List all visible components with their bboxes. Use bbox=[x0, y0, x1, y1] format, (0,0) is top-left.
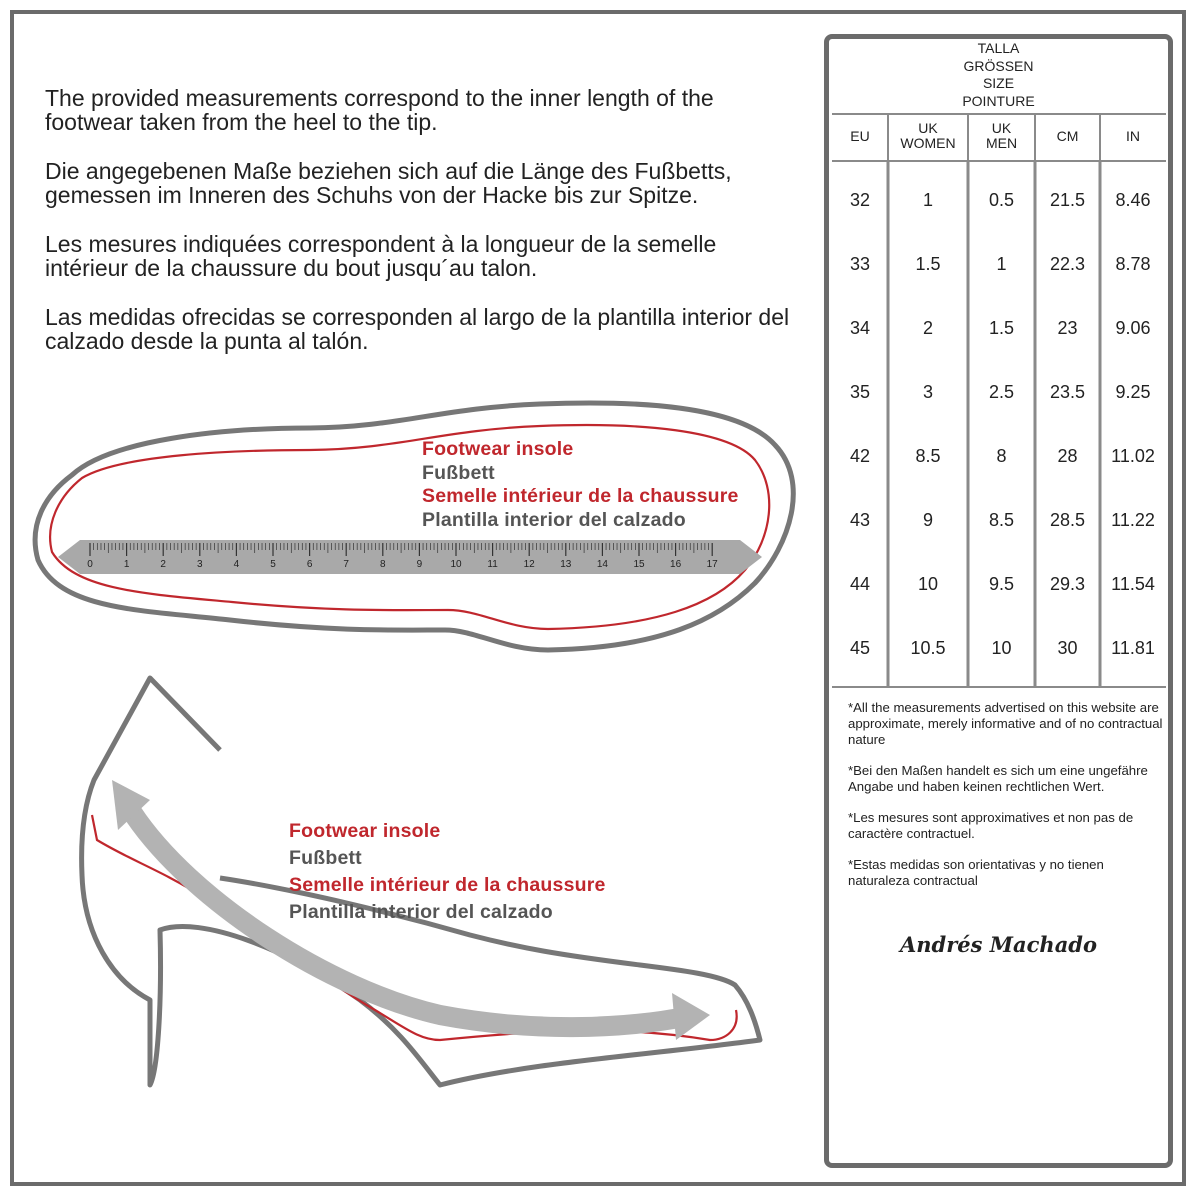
size-cell-uk-women: 3 bbox=[922, 382, 933, 402]
size-cell-uk-men: 2.5 bbox=[988, 382, 1015, 402]
column-header-in: IN bbox=[1126, 128, 1140, 144]
size-cell-eu: 45 bbox=[849, 638, 871, 658]
size-cell-uk-women: 8.5 bbox=[915, 446, 941, 466]
ruler-tick-label: 8 bbox=[380, 559, 386, 570]
ruler-tick-label: 3 bbox=[197, 559, 203, 570]
label-en: Footwear insole bbox=[289, 820, 441, 842]
brand-logo: Andrés Machado bbox=[899, 932, 1097, 957]
size-cell-in: 8.78 bbox=[1115, 254, 1151, 274]
size-cell-uk-men: 0.5 bbox=[988, 190, 1015, 210]
size-cell-eu: 43 bbox=[849, 510, 871, 530]
size-cell-in: 11.22 bbox=[1111, 510, 1155, 530]
ruler-tick-label: 9 bbox=[416, 559, 423, 570]
label-en: Footwear insole bbox=[422, 438, 574, 460]
label-es: Plantilla interior del calzado bbox=[422, 508, 686, 531]
ruler-tick-label: 16 bbox=[670, 559, 682, 570]
intro-en: The provided measurements correspond to the inner length of the footwear taken from the heel to the tip. bbox=[45, 85, 714, 135]
note-fr: *Les mesures sont approximatives et non pas de caractère contractuel. bbox=[848, 810, 1134, 841]
label-fr: Semelle intérieur de la chaussure bbox=[422, 485, 739, 507]
size-cell-cm: 30 bbox=[1057, 638, 1078, 658]
ruler-tick-label: 12 bbox=[523, 559, 535, 570]
size-cell-eu: 35 bbox=[849, 382, 871, 402]
size-cell-cm: 23 bbox=[1057, 318, 1078, 338]
title-es: TALLA bbox=[977, 40, 1020, 56]
ruler-tick-label: 0 bbox=[87, 559, 93, 570]
column-header-uk-men: UK MEN bbox=[985, 120, 1018, 151]
size-cell-eu: 44 bbox=[849, 574, 871, 594]
size-cell-in: 9.06 bbox=[1115, 318, 1151, 338]
ruler-tick-label: 11 bbox=[487, 559, 498, 570]
size-cell-uk-women: 10 bbox=[917, 574, 939, 594]
size-cell-eu: 33 bbox=[849, 254, 871, 274]
size-cell-in: 11.02 bbox=[1111, 446, 1155, 466]
size-cell-uk-men: 1 bbox=[996, 254, 1007, 274]
column-header-eu: EU bbox=[850, 128, 870, 144]
ruler-tick-label: 4 bbox=[233, 559, 240, 570]
ruler-tick-label: 17 bbox=[706, 559, 718, 570]
size-cell-cm: 21.5 bbox=[1049, 190, 1086, 210]
note-de: *Bei den Maßen handelt es sich um eine ungefähre Angabe und haben keinen rechtlichen Wert. bbox=[848, 763, 1148, 794]
size-cell-uk-men: 9.5 bbox=[988, 574, 1015, 594]
intro-es: Las medidas ofrecidas se corresponden al largo de la plantilla interior del calzado desde la punta al talón. bbox=[45, 304, 790, 354]
disclaimer-notes bbox=[848, 700, 1166, 904]
size-cell-uk-women: 2 bbox=[922, 318, 933, 338]
intro-fr: Les mesures indiquées correspondent à la longueur de la semelle intérieur de la chaussure du bout jusqu´au talon. bbox=[45, 231, 717, 281]
title-de: GRÖSSEN bbox=[963, 57, 1034, 74]
ruler-tick-label: 14 bbox=[596, 559, 608, 570]
ruler-tick-label: 7 bbox=[343, 559, 349, 570]
size-cell-cm: 29.3 bbox=[1049, 574, 1086, 594]
label-fr: Semelle intérieur de la chaussure bbox=[289, 874, 606, 896]
column-header-cm: CM bbox=[1056, 128, 1079, 144]
ruler-tick-label: 15 bbox=[633, 559, 645, 570]
note-en: *All the measurements advertised on this website are approximate, merely informative and of no contractual nature bbox=[848, 700, 1163, 747]
size-cell-uk-men: 1.5 bbox=[988, 318, 1015, 338]
size-cell-cm: 28 bbox=[1057, 446, 1078, 466]
size-cell-eu: 34 bbox=[849, 318, 871, 338]
size-cell-cm: 28.5 bbox=[1049, 510, 1086, 530]
ruler-tick-label: 10 bbox=[450, 559, 462, 570]
size-cell-uk-men: 8.5 bbox=[988, 510, 1015, 530]
column-header-uk-women: UK WOMEN bbox=[900, 120, 956, 151]
size-cell-in: 8.46 bbox=[1115, 190, 1151, 210]
size-cell-uk-women: 1 bbox=[922, 190, 933, 210]
size-cell-eu: 42 bbox=[849, 446, 871, 466]
size-cell-cm: 23.5 bbox=[1049, 382, 1086, 402]
size-cell-uk-women: 10.5 bbox=[910, 638, 946, 658]
title-en: SIZE bbox=[982, 75, 1015, 91]
size-table-title bbox=[824, 40, 1173, 110]
ruler-tick-label: 13 bbox=[560, 559, 572, 570]
label-de: Fußbett bbox=[289, 847, 362, 869]
title-fr: POINTURE bbox=[962, 92, 1035, 109]
size-cell-in: 11.81 bbox=[1111, 638, 1155, 658]
intro-de: Die angegebenen Maße beziehen sich auf die Länge des Fußbetts, gemessen im Inneren des Schuhs von der Hacke bis zur Spitze. bbox=[45, 158, 732, 208]
ruler-tick-label: 2 bbox=[160, 559, 166, 570]
size-cell-in: 11.54 bbox=[1111, 574, 1155, 594]
ruler-tick-label: 5 bbox=[270, 559, 276, 570]
label-de: Fußbett bbox=[422, 461, 495, 484]
label-es: Plantilla interior del calzado bbox=[289, 901, 553, 923]
size-cell-uk-men: 10 bbox=[991, 638, 1012, 658]
size-cell-uk-women: 9 bbox=[922, 510, 933, 530]
size-cell-uk-women: 1.5 bbox=[915, 254, 941, 274]
size-cell-eu: 32 bbox=[849, 190, 871, 210]
note-es: *Estas medidas son orientativas y no tienen naturaleza contractual bbox=[848, 857, 1104, 888]
ruler-tick-label: 1 bbox=[123, 559, 130, 570]
ruler-tick-label: 6 bbox=[306, 559, 313, 570]
size-cell-in: 9.25 bbox=[1115, 382, 1151, 402]
size-cell-uk-men: 8 bbox=[996, 446, 1007, 466]
size-cell-cm: 22.3 bbox=[1049, 254, 1086, 274]
